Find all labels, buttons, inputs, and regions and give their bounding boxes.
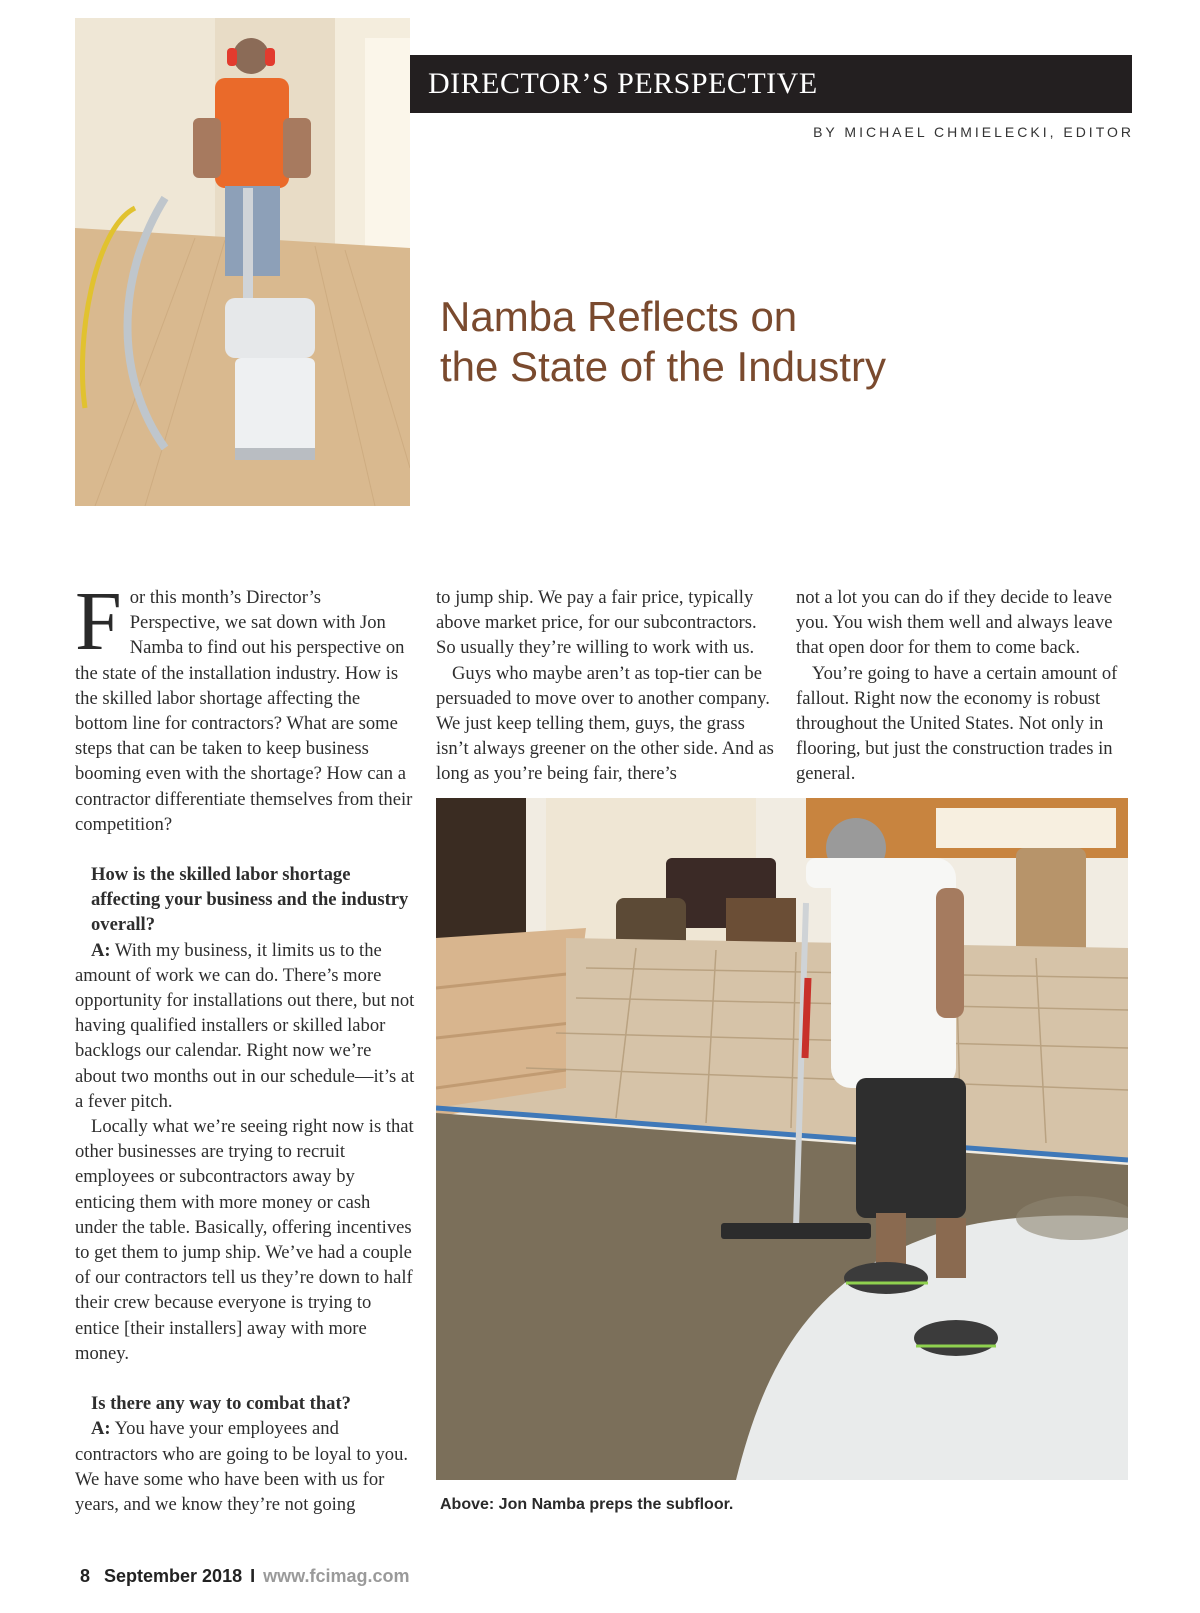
answer-label: A: xyxy=(91,1418,111,1440)
floor-sander-photo xyxy=(75,18,410,506)
right-paragraph-2: You’re going to have a certain amount of fallout. Right now the economy is robust throughout the United States. Not only in flooring, but just the construction trades in general. xyxy=(796,662,1118,785)
article-title xyxy=(440,292,1120,392)
middle-paragraph-1: to jump ship. We pay a fair price, typically above market price, for our subcontractors. So usually they’re willing to work with us. xyxy=(436,587,757,659)
article-title-line-1: Namba Reflects on xyxy=(440,293,798,340)
page-footer xyxy=(80,1566,409,1587)
dropcap: F xyxy=(75,575,122,668)
footer-separator: I xyxy=(250,1566,256,1586)
intro-paragraph xyxy=(75,575,415,837)
right-paragraph-1: not a lot you can do if they decide to leave you. You wish them well and always leave that open door for them to come back. xyxy=(796,587,1113,659)
byline: BY MICHAEL CHMIELECKI, EDITOR xyxy=(813,124,1134,140)
website-link[interactable]: www.fcimag.com xyxy=(263,1566,410,1586)
answer-1 xyxy=(75,938,415,1114)
middle-paragraph-2: Guys who maybe aren’t as top-tier can be persuaded to move over to another company. We just keep telling them, guys, the grass isn’t always greener on the other side. And as long as you’re being fair, there’s xyxy=(436,662,774,785)
body-column-middle xyxy=(436,585,776,787)
answer-2-text: You have your employees and contractors who are going to be loyal to you. We have some who have been with us for years, and we know they’re not going xyxy=(75,1418,409,1515)
intro-text: or this month’s Director’s Perspective, we sat down with Jon Namba to find out his perspective on the state of the installation industry. How is the skilled labor shortage affecting the bottom line for contractors? What are some steps that can be taken to keep business booming even with the shortage? How can a contractor differentiate themselves from their competition? xyxy=(75,587,413,835)
subfloor-prep-photo xyxy=(436,798,1128,1480)
answer-1-text: With my business, it limits us to the amount of work we can do. There’s more opportunity for installations out there, but not having qualified installers or skilled labor backlogs our calendar. Right now we’re about two months out in our schedule—it’s at a fever pitch. xyxy=(75,939,415,1112)
question-1: How is the skilled labor shortage affecting your business and the industry overall? xyxy=(91,864,409,936)
issue-date: September 2018 xyxy=(104,1566,243,1586)
article-title-line-2: the State of the Industry xyxy=(440,343,886,390)
section-title: DIRECTOR’S PERSPECTIVE xyxy=(428,67,818,100)
answer-2 xyxy=(75,1416,415,1517)
body-column-right xyxy=(796,585,1136,787)
section-banner xyxy=(410,55,1132,113)
photo-caption: Above: Jon Namba preps the subfloor. xyxy=(440,1496,734,1513)
body-column-left xyxy=(75,575,415,1517)
page-number: 8 xyxy=(80,1566,91,1586)
answer-1-paragraph-2: Locally what we’re seeing right now is that other businesses are trying to recruit employees or subcontractors away by enticing them with more money or cash under the table. Basically, offering incentives to get them to jump ship. We’ve had a couple of our contractors tell us they’re down to half their crew because everyone is trying to entice [their installers] away with more money. xyxy=(75,1116,414,1364)
question-2: Is there any way to combat that? xyxy=(91,1393,351,1415)
answer-label: A: xyxy=(91,939,111,961)
